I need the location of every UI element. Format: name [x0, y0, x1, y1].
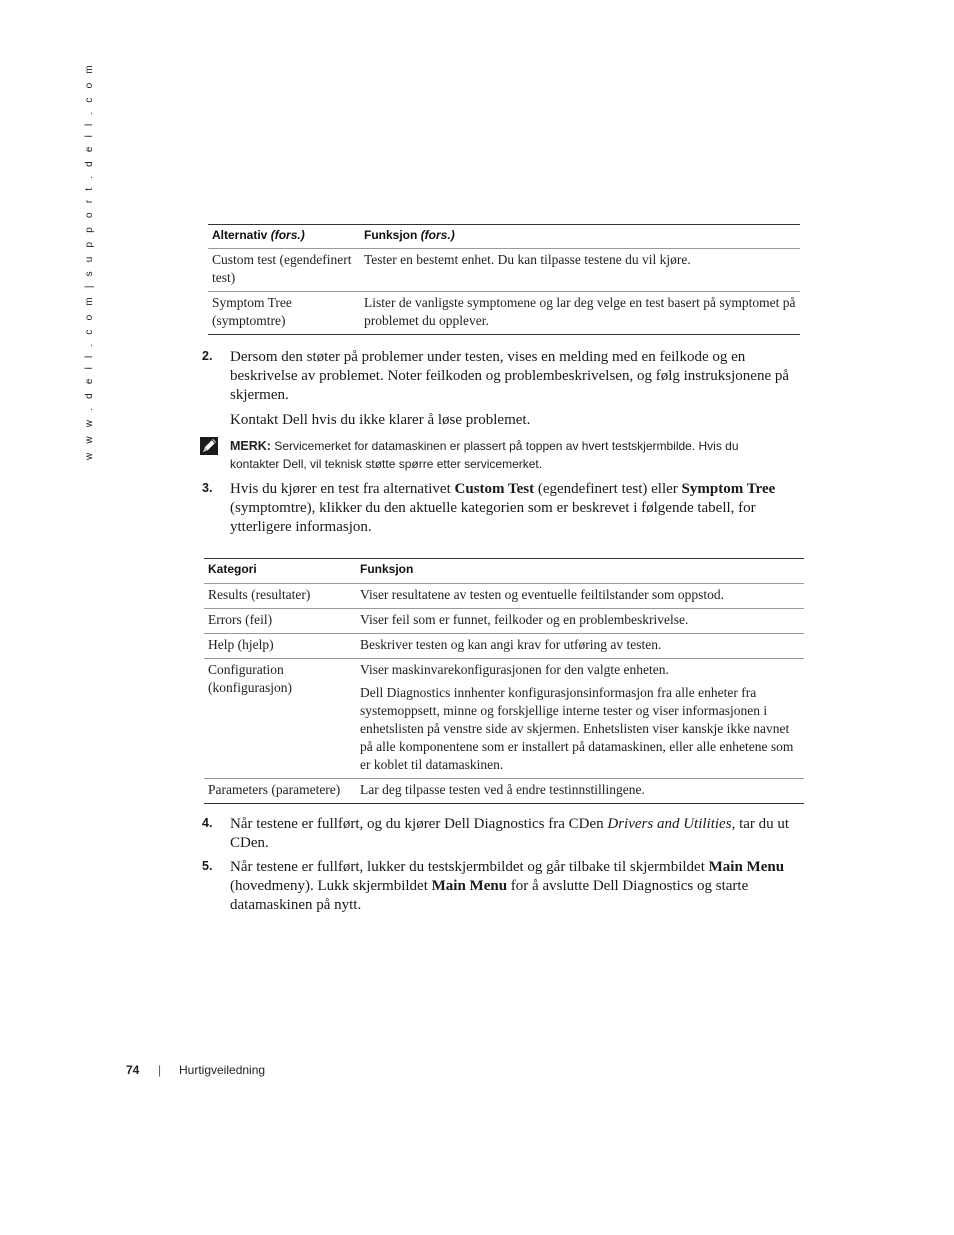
- note-box: [200, 437, 790, 473]
- category-name: Configuration (konfigurasjon): [204, 659, 356, 779]
- category-name: Help (hjelp): [204, 634, 356, 659]
- step-number: 5.: [202, 859, 213, 873]
- note-label: MERK:: [230, 439, 271, 453]
- category-function: Lar deg tilpasse testen ved å endre testinnstillingene.: [360, 782, 645, 797]
- option-function: Tester en bestemt enhet. Du kan tilpasse testene du vil kjøre.: [360, 249, 800, 292]
- table-row: [204, 584, 804, 609]
- table-row: [204, 659, 804, 779]
- step-number: 4.: [202, 816, 213, 830]
- category-function: Viser maskinvarekonfigurasjonen for den valgte enheten. Dell Diagnostics innhenter konfigurasjonsinformasjon fra alle enheter fra systemoppsett, minne og forskjellige interne tester og viser informasjonen i enhetslisten på venstre side av skjermen. Enhetslisten viser kanskje ikke navnet på alle komponentene som er installert på datamaskinen, eller alle enhetene som er koblet til datamaskinen.: [356, 659, 804, 779]
- option-name: Custom test (egendefinert test): [208, 249, 360, 292]
- header-funksjon: Funksjon: [356, 559, 804, 584]
- step-text: Hvis du kjører en test fra alternativet Custom Test (egendefinert test) eller Symptom Tree (symptomtre), klikker du den aktuelle kategorien som er beskrevet i følgende tabell, for ytterligere informasjon.: [230, 481, 776, 535]
- side-url: w w w . d e l l . c o m | s u p p o r t . d e l l . c o m: [84, 62, 95, 460]
- table-row: [204, 634, 804, 659]
- category-function: Viser resultatene av testen og eventuelle feiltilstander som oppstod.: [356, 584, 804, 609]
- step-2: [202, 348, 812, 405]
- step-3: [202, 480, 812, 537]
- table-header-row: [204, 559, 804, 584]
- contact-dell-text: Kontakt Dell hvis du ikke klarer å løse problemet.: [230, 412, 531, 428]
- category-name: Results (resultater): [204, 584, 356, 609]
- note-pencil-icon: [200, 437, 218, 455]
- option-function: Lister de vanligste symptomene og lar deg velge en test basert på symptomet på problemet du opplever.: [364, 295, 796, 328]
- step-text: Når testene er fullført, lukker du testskjermbildet og går tilbake til skjermbildet Main Menu (hovedmeny). Lukk skjermbildet Main Menu for å avslutte Dell Diagnostics og starte datamaskinen på nytt.: [230, 859, 785, 913]
- table-row: [208, 292, 800, 335]
- table-header-row: [208, 225, 800, 249]
- options-table: [208, 224, 800, 335]
- category-function: Beskriver testen og kan angi krav for utføring av testen.: [356, 634, 804, 659]
- category-name: Errors (feil): [204, 609, 356, 634]
- category-function: Viser feil som er funnet, feilkoder og en problembeskrivelse.: [356, 609, 804, 634]
- step-number: 2.: [202, 349, 213, 363]
- step-5: [202, 858, 812, 915]
- step-text: Dersom den støter på problemer under testen, vises en melding med en feilkode og en beskrivelse av problemet. Noter feilkoden og problembeskrivelsen, og følg instruksjonene på skjermen.: [230, 349, 790, 403]
- page-number: 74: [126, 1063, 140, 1077]
- option-name: Symptom Tree (symptomtre): [212, 295, 292, 328]
- step-4: [202, 815, 812, 853]
- section-title: Hurtigveiledning: [179, 1063, 266, 1077]
- note-text: MERK: Servicemerket for datamaskinen er plassert på toppen av hvert testskjermbilde. Hvis du kontakter Dell, vil teknisk støtte spørre etter servicemerket.: [230, 439, 739, 471]
- header-funksjon: Funksjon (fors.): [360, 225, 800, 249]
- table-row: [204, 609, 804, 634]
- header-alternativ: Alternativ (fors.): [208, 225, 360, 249]
- table-row: [204, 779, 804, 804]
- header-kategori: Kategori: [204, 559, 356, 584]
- step-number: 3.: [202, 481, 213, 495]
- footer-separator: |: [158, 1063, 162, 1077]
- category-name: Parameters (parametere): [208, 782, 341, 797]
- table-row: [208, 249, 800, 292]
- category-table: [204, 558, 804, 804]
- step-text: Når testene er fullført, og du kjører Dell Diagnostics fra CDen Drivers and Utilities, tar du ut CDen.: [230, 816, 790, 851]
